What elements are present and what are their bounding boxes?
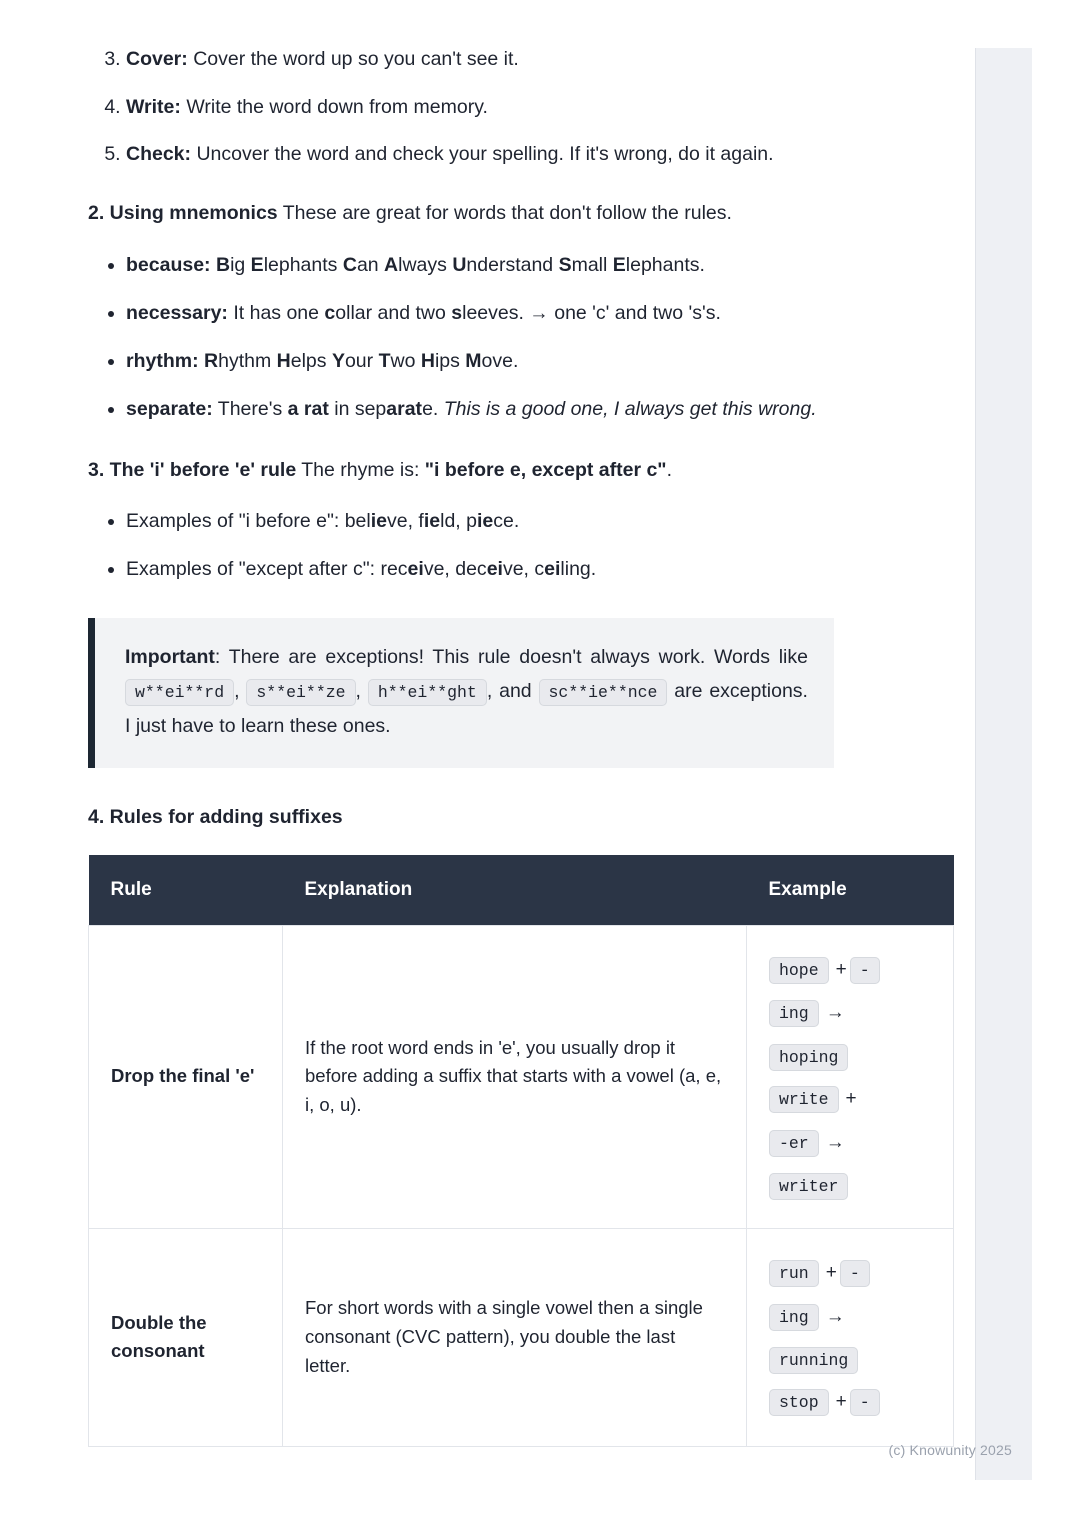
example-token: - [850, 1389, 880, 1416]
example-token: hope [769, 957, 829, 984]
section-3-tail: . [666, 458, 672, 481]
mnemonic-term: necessary: [126, 301, 228, 324]
section-3-intro [88, 456, 834, 485]
example-token: -er [769, 1130, 819, 1157]
list-item [126, 251, 834, 279]
mnemonic-term: rhythm: [126, 350, 199, 373]
section-2-heading: 2. Using mnemonics [88, 202, 278, 225]
mnemonic-text: There's a rat in separate. This is a good one, I always get this wrong. [212, 398, 817, 421]
page-scroll-gutter[interactable] [975, 48, 1032, 1480]
exception-word-3: h**ei**ght [368, 679, 487, 706]
exception-word-1: w**ei**rd [125, 679, 234, 706]
callout-text-1: : There are exceptions! This rule doesn't always work. Words like [214, 645, 808, 668]
list-item [126, 46, 834, 74]
list-item [126, 141, 834, 169]
example-token: ing [769, 1304, 819, 1331]
example-token: stop [769, 1389, 829, 1416]
arrow-icon: → [825, 1002, 845, 1024]
cell-rule: Double the consonant [89, 1228, 283, 1446]
mnemonic-term: separate: [126, 398, 213, 421]
column-header-rule: Rule [89, 855, 283, 926]
arrow-icon: → [825, 1131, 845, 1153]
example-token: ing [769, 1000, 819, 1027]
step-text: Cover the word up so you can't see it. [187, 48, 519, 70]
cell-explanation: For short words with a single vowel then a single consonant (CVC pattern), you double the last letter. [283, 1228, 747, 1446]
list-item [126, 347, 834, 375]
column-header-explanation: Explanation [283, 855, 747, 926]
list-item [126, 395, 834, 423]
table-row [89, 1228, 954, 1446]
cell-rule: Drop the final 'e' [89, 925, 283, 1228]
mnemonic-text: Big Elephants Can Always Understand Small Elephants. [215, 253, 705, 276]
example-result: running [769, 1347, 858, 1374]
table-row [89, 925, 954, 1228]
ie-examples-list [88, 507, 834, 584]
plus-sign: + [845, 1087, 857, 1109]
callout-sep-1: , [234, 680, 247, 703]
section-4-heading: 4. Rules for adding suffixes [88, 805, 343, 828]
callout-text-2: are exceptions. I just have to learn these ones. [125, 680, 808, 737]
mnemonic-text: It has one collar and two sleeves. → one 'c' and two 's's. [227, 301, 721, 324]
important-callout [88, 618, 834, 768]
exception-word-4: sc**ie**nce [539, 679, 668, 706]
plus-sign: + [835, 958, 847, 980]
exception-word-2: s**ei**ze [246, 679, 355, 706]
step-label: Cover: [126, 48, 188, 70]
cell-explanation: If the root word ends in 'e', you usually drop it before adding a suffix that starts with a vowel (a, e, i, o, u). [283, 925, 747, 1228]
step-text: Write the word down from memory. [180, 95, 488, 118]
example-token: - [840, 1260, 870, 1287]
section-2-text: These are great for words that don't follow the rules. [277, 202, 732, 225]
step-text: Uncover the word and check your spelling. If it's wrong, do it again. [191, 143, 774, 166]
list-item: • Examples of "i before e": believe, field, piece. [126, 507, 834, 535]
mnemonic-text: Rhythm Helps Your Two Hips Move. [204, 350, 519, 373]
section-2-intro [88, 199, 834, 229]
cell-example [747, 925, 954, 1228]
cell-example [747, 1228, 954, 1446]
watermark: (c) Knowunity 2025 [888, 1442, 1012, 1458]
section-3-heading: 3. The 'i' before 'e' rule [88, 458, 297, 481]
callout-sep-2: , [355, 680, 368, 703]
mnemonic-term: because: [126, 253, 211, 276]
look-cover-write-check-steps [88, 46, 834, 169]
step-label: Write: [126, 95, 181, 118]
section-3-text: The rhyme is: [296, 458, 425, 481]
mnemonics-list [88, 251, 834, 424]
list-item [126, 94, 834, 122]
suffix-rules-table [88, 855, 954, 1447]
column-header-example: Example [747, 855, 954, 926]
list-item [126, 299, 834, 327]
section-3-rhyme: "i before e, except after c" [424, 458, 667, 481]
callout-label: Important [125, 645, 215, 668]
table-header-row [89, 855, 954, 926]
document-content [88, 46, 870, 1447]
list-item: • Examples of "except after c": receive, deceive, ceiling. [126, 555, 834, 583]
plus-sign: + [835, 1391, 847, 1413]
example-result: writer [769, 1173, 848, 1200]
step-label: Check: [126, 143, 192, 166]
example-token: - [850, 957, 880, 984]
example-result: hoping [769, 1044, 848, 1071]
example-token: write [769, 1086, 839, 1113]
example-token: run [769, 1260, 819, 1287]
plus-sign: + [825, 1261, 837, 1283]
arrow-icon: → [825, 1305, 845, 1327]
callout-sep-3: , and [486, 680, 539, 703]
